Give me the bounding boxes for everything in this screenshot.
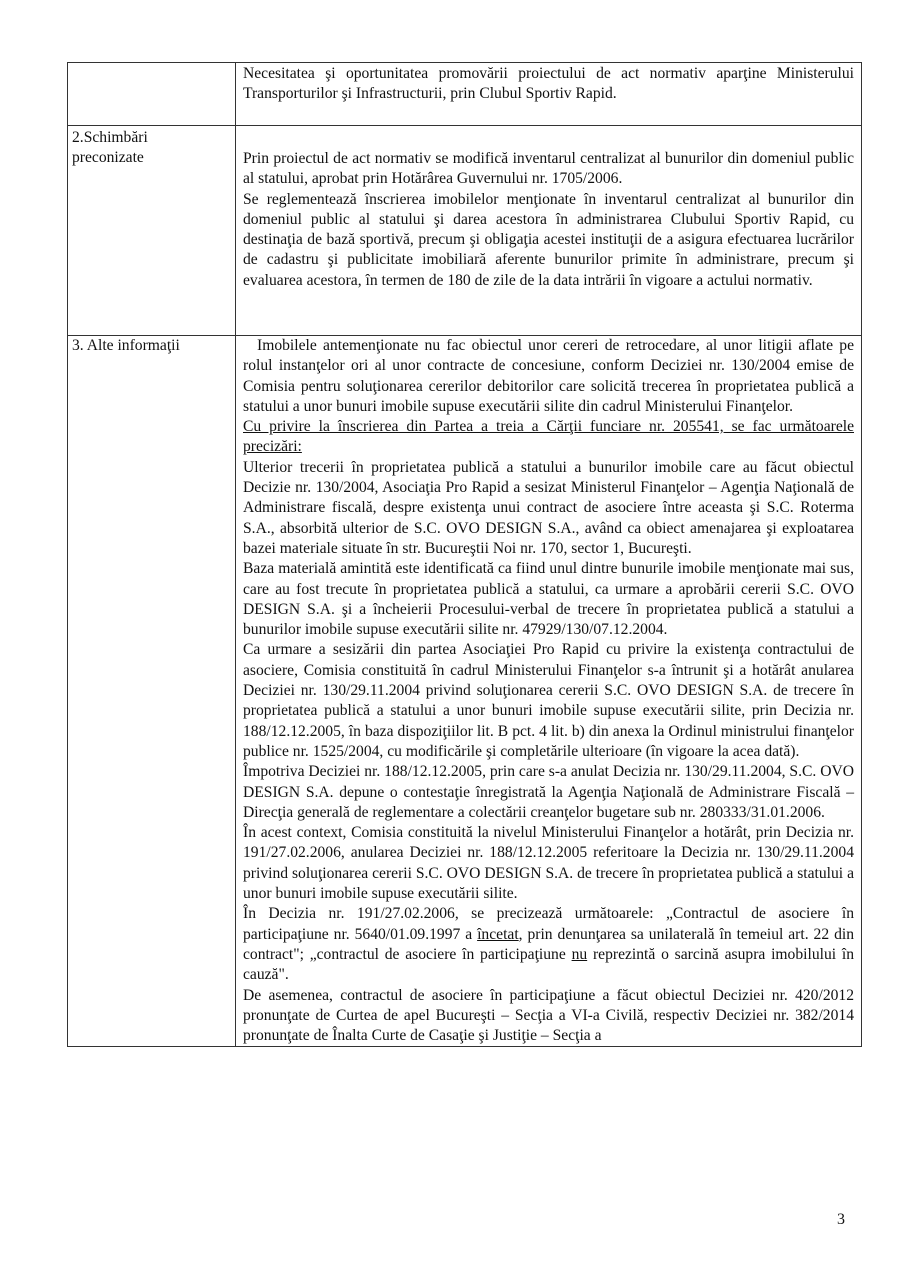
paragraph: Necesitatea şi oportunitatea promovării proiectului de act normativ aparţine Ministerului Transporturilor şi Infrastructurii, prin Clubul Sportiv Rapid. — [243, 65, 854, 103]
row-label: 3. Alte informaţii — [72, 337, 180, 354]
paragraph — [243, 904, 854, 985]
row-label-line: preconizate — [72, 149, 144, 167]
row-label-line: 2.Schimbări — [72, 129, 148, 146]
paragraph: De asemenea, contractul de asociere în participaţiune a făcut obiectul Deciziei nr. 420/2012 pronunţate de Curtea de apel Bucureşti – Secţia a VI-a Civilă, respectiv Deciziei nr. 382/2014 pronunţate de Înalta Curte de Casaţie şi Justiţie – Secţia a — [243, 986, 854, 1045]
underlined-word: încetat — [477, 925, 519, 943]
paragraph: Ulterior trecerii în proprietatea publică a statului a bunurilor imobile care au făcut obiectul Decizie nr. 130/2004, Asociaţia Pro Rapid a sesizat Ministerul Finanţelor – Agenţia Naţională de Administrare fiscală, despre existenţa unui contract de asociere între aceasta şi S.C. Roterma S.A., absorbită ulterior de S.C. OVO DESIGN S.A., având ca obiect amenajarea şi exploatarea bazei materiale situate în str. Bucureştii Noi nr. 170, sector 1, Bucureşti. — [243, 458, 854, 557]
paragraph: Împotriva Deciziei nr. 188/12.12.2005, prin care s-a anulat Decizia nr. 130/29.11.2004, S.C. OVO DESIGN S.A. depune o contestaţie înregistrată la Agenţia Naţională de Administrare Fiscală – Direcţia generală de reglementare a colectării creanţelor bugetare sub nr. 280333/31.01.2006. — [243, 763, 854, 821]
paragraph: Baza materială amintită este identificată ca fiind unul dintre bunurile imobile menţionate mai sus, care au fost trecute în proprietatea publică a statului, ca urmare a aprobării cererii S.C. OVO DESIGN S.A. şi a încheierii Procesului-verbal de trecere în proprietatea publică a statului a bunurilor imobile supuse executării silite nr. 47929/130/07.12.2004. — [243, 560, 854, 639]
row-label-cell — [68, 126, 236, 336]
page-number: 3 — [837, 1211, 845, 1228]
table-row — [68, 126, 862, 336]
underlined-word: nu — [571, 945, 588, 963]
paragraph: În acest context, Comisia constituită la nivelul Ministerului Finanţelor a hotărât, prin Decizia nr. 191/27.02.2006, anularea Deciziei nr. 188/12.12.2005 referitoare la Decizia nr. 130/29.11.2004 privind soluţionarea cererii S.C. OVO DESIGN S.A. de trecere în proprietatea publică a statului a unor bunuri imobile supuse executării silite. — [243, 824, 854, 903]
table-row — [68, 336, 862, 1047]
text-span: În Decizia nr. 191/27.02.2006, se precizează următoarele: „Contractul de asociere în participaţiune nr. 5640/01.09.1997 a — [243, 905, 854, 943]
paragraph: Ca urmare a sesizării din partea Asociaţiei Pro Rapid cu privire la existenţa contractului de asociere, Comisia constituită în cadrul Ministerului Finanţelor s-a întrunit şi a hotărât anularea Deciziei nr. 130/29.11.2004 privind soluţionarea cererii S.C. OVO DESIGN S.A. de trecere în proprietatea publică a statului a unor bunuri imobile supuse executării silite, prin Decizia nr. 188/12.12.2005, în baza dispoziţiilor lit. B pct. 4 lit. b) din anexa la Ordinul ministrului finanţelor publice nr. 1525/2004, cu modificările şi completările ulterioare (în vigoare la acea dată). — [243, 641, 854, 760]
paragraph: Prin proiectul de act normativ se modifică inventarul centralizat al bunurilor din domeniul public al statului, aprobat prin Hotărârea Guvernului nr. 1705/2006. — [243, 150, 854, 188]
row-content-cell — [236, 126, 862, 336]
paragraph: Se reglementează înscrierea imobilelor menţionate în inventarul centralizat al bunurilor din domeniul public al statului şi darea acestora în administrarea Clubului Sportiv Rapid, cu destinaţia de bază sportivă, precum şi obligaţia acestei instituţii de a asigura efectuarea lucrărilor de cadastru şi publicitate imobiliară aferente bunurilor primite în administrare, precum şi evaluarea acestora, în termen de 180 de zile de la data intrării în vigoare a actului normativ. — [243, 190, 854, 289]
document-table — [67, 62, 862, 1047]
text-span: reprezintă o sarcină asupra imobilului în cauză". — [243, 945, 854, 984]
row-content-cell — [236, 63, 862, 126]
table-row — [68, 63, 862, 126]
row-label-cell — [68, 63, 236, 126]
underlined-heading: Cu privire la înscrierea din Partea a treia a Cărţii funciare nr. 205541, se fac următoarele precizări: — [243, 418, 854, 456]
text-span: , prin denunţarea sa unilaterală în temeiul art. 22 din contract"; „contractul de asociere în participaţiune — [243, 925, 854, 963]
row-content-cell — [236, 336, 862, 1047]
paragraph: Imobilele antemenţionate nu fac obiectul unor cereri de retrocedare, al unor litigii aflate pe rolul instanţelor ori al unor contracte de concesiune, conform Deciziei nr. 130/2004 emise de Comisia pentru soluţionarea cererilor debitorilor care solicită trecerea în proprietatea publică a statului a unor bunuri imobile supuse executării silite din cadrul Ministerului Finanţelor. — [243, 337, 854, 415]
row-label-cell — [68, 336, 236, 1047]
